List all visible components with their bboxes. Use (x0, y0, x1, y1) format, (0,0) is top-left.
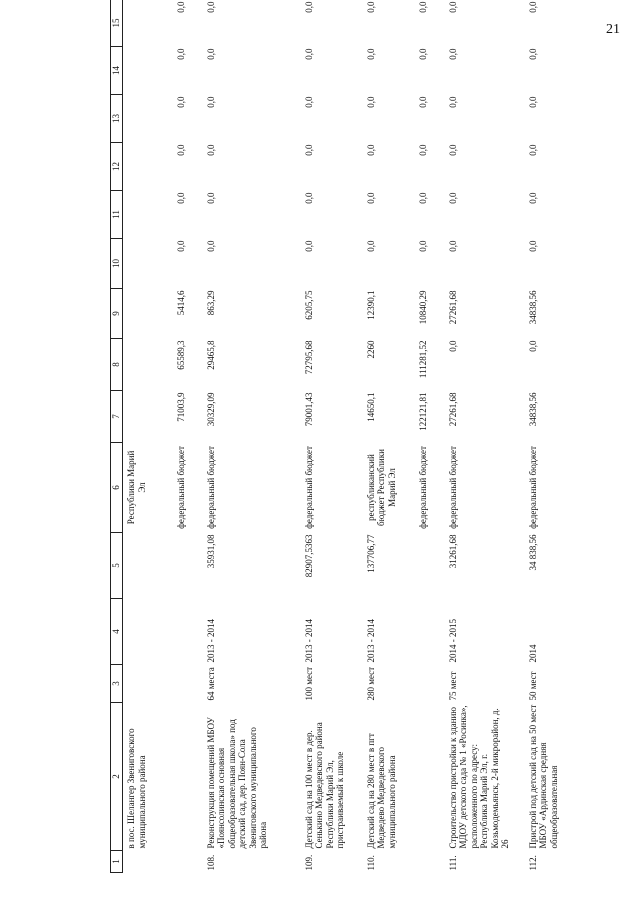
table-cell: 75 мест (447, 671, 458, 701)
table-cell: 110. (365, 855, 376, 871)
table-cell (123, 851, 173, 873)
table-cell: 27261,68 (447, 392, 458, 427)
table-cell: 111. (447, 855, 458, 871)
table-cell: 0,0 (365, 240, 376, 252)
table-cell: 0,0 (175, 144, 186, 156)
table-cell: 0,0 (447, 96, 458, 108)
table-cell: 6205,75 (303, 290, 314, 320)
table-cell: 0,0 (417, 144, 428, 156)
table-cell: 0,0 (417, 192, 428, 204)
table-cell: 100 мест (303, 666, 314, 701)
table-cell (123, 0, 173, 47)
table-cell: 27261,68 (447, 290, 458, 325)
table-cell: 0,0 (527, 340, 538, 352)
table-cell: 0,0 (447, 1, 458, 13)
header-cell: 9 (111, 289, 123, 339)
table-cell: 112. (527, 855, 538, 871)
header-cell: 7 (111, 391, 123, 443)
table-row (173, 0, 203, 873)
table-cell: 0,0 (205, 96, 216, 108)
table-cell (415, 665, 445, 703)
table-cell: федеральный бюджет (175, 446, 186, 529)
table-row (445, 0, 525, 873)
table-cell (123, 533, 173, 599)
table-cell (123, 665, 173, 703)
table-cell (173, 851, 203, 873)
table-cell: 14650,1 (365, 392, 376, 422)
table-cell: 0,0 (205, 48, 216, 60)
table-cell: 0,0 (205, 144, 216, 156)
table-cell: федеральный бюджет (527, 446, 538, 529)
table-cell: 2013 - 2014 (303, 619, 314, 663)
table-cell: 0,0 (527, 192, 538, 204)
header-cell: 4 (111, 599, 123, 665)
table-cell (123, 339, 173, 391)
header-cell: 3 (111, 665, 123, 703)
table-row (203, 0, 301, 873)
table-cell: 0,0 (205, 240, 216, 252)
table-cell: федеральный бюджет (447, 446, 458, 529)
table-cell: республиканский бюджет Республики Марий Эл (365, 449, 397, 526)
table-cell: 863,29 (205, 290, 216, 316)
header-cell: 2 (111, 703, 123, 851)
table-cell: 35931,08 (205, 534, 216, 569)
table-cell: 0,0 (365, 96, 376, 108)
table-cell (123, 391, 173, 443)
rotated-table-sheet (110, 0, 590, 873)
header-cell: 14 (111, 47, 123, 95)
table-cell: 30329,09 (205, 392, 216, 427)
table-cell: Детский сад на 280 мест в пгт Медведево Медведевского муниципального района (365, 733, 397, 849)
table-cell: 0,0 (365, 1, 376, 13)
table-cell: 0,0 (417, 240, 428, 252)
table-cell: 2014 - 2015 (447, 619, 458, 663)
table-cell: 0,0 (303, 144, 314, 156)
header-row (111, 0, 123, 873)
header-cell: 1 (111, 851, 123, 873)
table-cell: 280 мест (365, 666, 376, 701)
table-row (301, 0, 363, 873)
table-cell: 0,0 (527, 48, 538, 60)
table-cell (173, 599, 203, 665)
table-cell (123, 47, 173, 95)
header-cell: 8 (111, 339, 123, 391)
table-cell: 29465,8 (205, 340, 216, 370)
table-cell: 64 места (205, 667, 216, 701)
table-row (363, 0, 415, 873)
table-cell: 0,0 (175, 96, 186, 108)
table-cell: 79001,43 (303, 392, 314, 427)
page-number: 21 (606, 22, 620, 37)
table-cell (123, 143, 173, 191)
table-cell: 0,0 (447, 48, 458, 60)
table-cell: 34838,56 (527, 392, 538, 427)
table-cell: 0,0 (205, 1, 216, 13)
table-cell: 71003,9 (175, 392, 186, 422)
table-cell: 0,0 (527, 144, 538, 156)
table-cell (415, 851, 445, 873)
table-cell: 2014 (527, 644, 538, 663)
table-cell (123, 599, 173, 665)
table-cell: Республики Марий Эл (126, 450, 147, 525)
table-row (525, 0, 575, 873)
header-cell: 10 (111, 239, 123, 289)
table-cell: 111281,52 (417, 340, 428, 379)
table-row (415, 0, 445, 873)
table-cell (123, 191, 173, 239)
table-cell: 34838,56 (527, 290, 538, 325)
table-cell: 2260 (365, 340, 376, 359)
table-cell: федеральный бюджет (303, 446, 314, 529)
table-cell: 72795,68 (303, 340, 314, 375)
table-cell: 0,0 (303, 192, 314, 204)
table-cell: 0,0 (303, 1, 314, 13)
table-cell: 5414,6 (175, 290, 186, 316)
table-cell: 0,0 (303, 240, 314, 252)
header-cell: 11 (111, 191, 123, 239)
table-cell (123, 95, 173, 143)
table-cell: 108. (205, 854, 216, 871)
header-cell: 5 (111, 533, 123, 599)
table-cell (173, 665, 203, 703)
table-cell: 0,0 (417, 96, 428, 108)
table-cell: 31261,68 (447, 534, 458, 569)
table-cell: 0,0 (527, 240, 538, 252)
table-cell: 12390,1 (365, 290, 376, 320)
table-cell (415, 599, 445, 665)
table-cell: 2013 - 2014 (365, 619, 376, 663)
header-cell: 13 (111, 95, 123, 143)
table-cell: 50 мест (527, 671, 538, 701)
header-cell: 6 (111, 443, 123, 533)
table-cell: 0,0 (365, 48, 376, 60)
funding-table (110, 0, 575, 873)
table-cell: 137706,77 (365, 534, 376, 573)
table-cell: Детский сад на 100 мест в дер. Сенькино Медведевского района Республики Марий Эл, пристраиваемый к школе (303, 722, 345, 849)
table-cell (173, 703, 203, 851)
table-cell: Реконструкция помещений МБОУ «Поянсолинская основная общеобразовательная школа» под детский сад, дер. Поян-Сола Звениговского муниципального района (205, 717, 268, 849)
table-cell: 0,0 (205, 192, 216, 204)
table-cell: федеральный бюджет (417, 446, 428, 529)
table-cell: Пристрой под детский сад на 50 мест МБОУ «Ардинская средняя общеобразовательная (527, 704, 559, 849)
table-cell: 0,0 (527, 1, 538, 13)
table-cell: 65589,3 (175, 340, 186, 370)
table-cell: 0,0 (175, 192, 186, 204)
table-cell (415, 703, 445, 851)
table-cell: федеральный бюджет (205, 446, 216, 529)
table-cell (173, 533, 203, 599)
table-cell: 0,0 (527, 96, 538, 108)
table-cell: 0,0 (447, 192, 458, 204)
table-cell: в пос. Шелангер Звениговского муниципального района (126, 728, 147, 849)
table-cell: 10840,29 (417, 290, 428, 325)
table-cell: 0,0 (447, 144, 458, 156)
header-cell: 12 (111, 143, 123, 191)
table-cell: 0,0 (447, 340, 458, 352)
table-cell: 0,0 (417, 48, 428, 60)
table-cell (123, 289, 173, 339)
table-cell: 0,0 (447, 240, 458, 252)
table-cell: 0,0 (303, 48, 314, 60)
table-row (123, 0, 173, 873)
table-cell (123, 239, 173, 289)
table-cell: 2013 - 2014 (205, 619, 216, 663)
header-cell: 15 (111, 0, 123, 47)
table-cell: 0,0 (365, 192, 376, 204)
table-cell: 109. (303, 854, 314, 871)
table-cell: 0,0 (365, 144, 376, 156)
table-cell: 34 838,56 (527, 534, 538, 571)
table-cell: 0,0 (175, 1, 186, 13)
table-cell (415, 533, 445, 599)
table-cell: 82907,5363 (303, 534, 314, 578)
table-cell: 0,0 (417, 1, 428, 13)
table-cell: 0,0 (175, 240, 186, 252)
table-cell: Строительство пристройки к зданию МДОУ детского сада № 1 «Росинка», расположенного по адресу: Республика Марий Эл, г. Козьмодемьянск, 2-й микрорайон, д. 26 (447, 705, 510, 849)
table-cell: 122121,81 (417, 392, 428, 431)
table-cell: 0,0 (175, 48, 186, 60)
table-cell: 0,0 (303, 96, 314, 108)
